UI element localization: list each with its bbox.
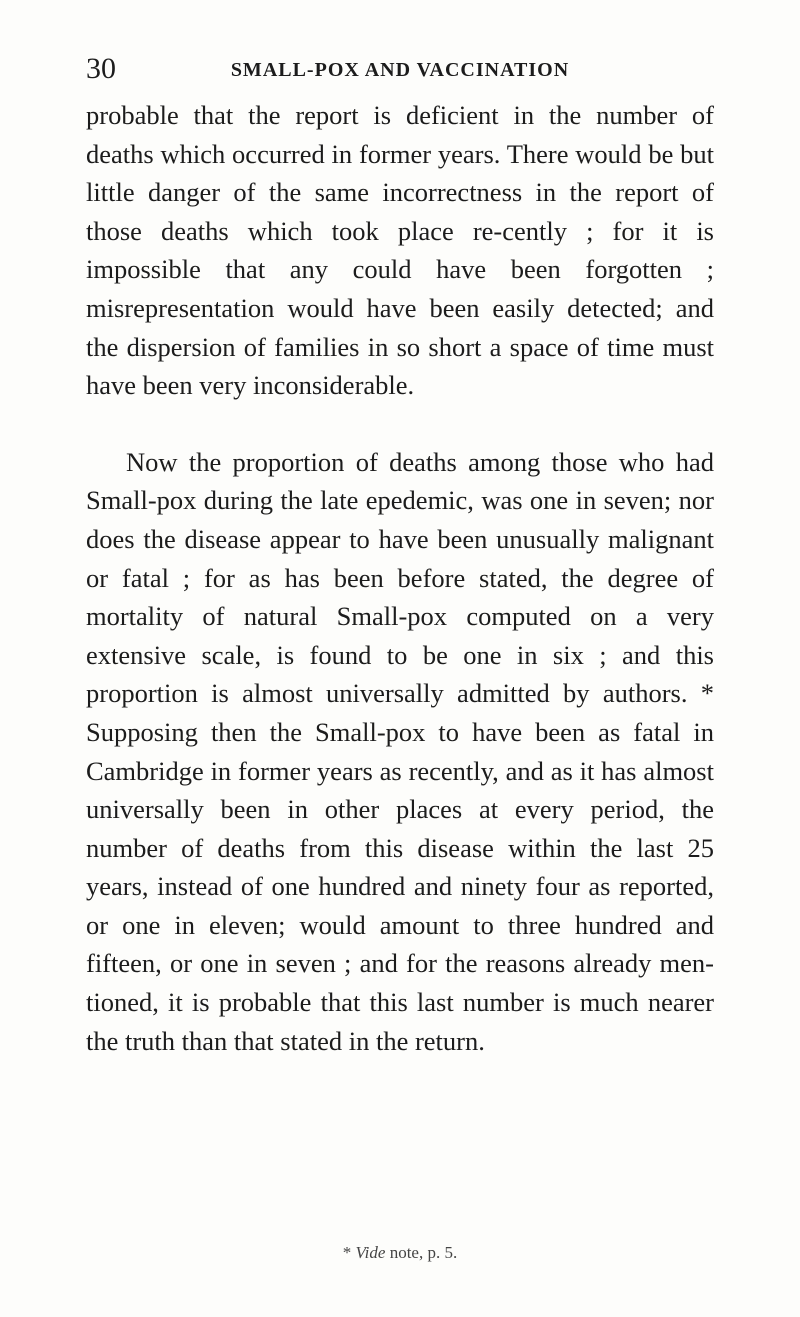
paragraph: Now the proportion of deaths among those who had Small-pox during the late epedemic, was one in seven; nor does the disease appear to have been unusually malignant or fatal ; for as has been before stated, the degree of mortality of natural Small-pox computed on a very extensive scale, is found to be one in six ; and this proportion is almost universally admitted by authors. * Supposing then the Small-pox to have been as fatal in Cambridge in former years as recently, and as it has almost universally been in other places at every period, the number of deaths from this disease within the last 25 years, instead of one hundred and ninety four as reported, or one in eleven; would amount to three hundred and fifteen, or one in seven ; and for the reasons already men-tioned, it is probable that this last number is much nearer the truth than that stated in the return. <box>86 446 714 1056</box>
running-head <box>86 52 714 86</box>
page-number: 30 <box>86 52 116 85</box>
body-text <box>86 96 714 1060</box>
footnote-text: note, p. 5. <box>389 1243 458 1262</box>
paragraph-continued: probable that the report is deficient in the number of deaths which occurred in former years. There would be but little danger of the same incorrectness in the report of those deaths which took place re-cently ; for it is impossible that any could have been forgotten ; misrepresentation would have been easily detected; and the dispersion of families in so short a space of time must have been very inconsiderable. <box>86 100 714 401</box>
footnote-vide: Vide <box>355 1243 386 1262</box>
running-title: SMALL-POX AND VACCINATION <box>230 59 570 81</box>
footnote <box>0 1242 800 1264</box>
footnote-marker: * <box>342 1243 352 1262</box>
